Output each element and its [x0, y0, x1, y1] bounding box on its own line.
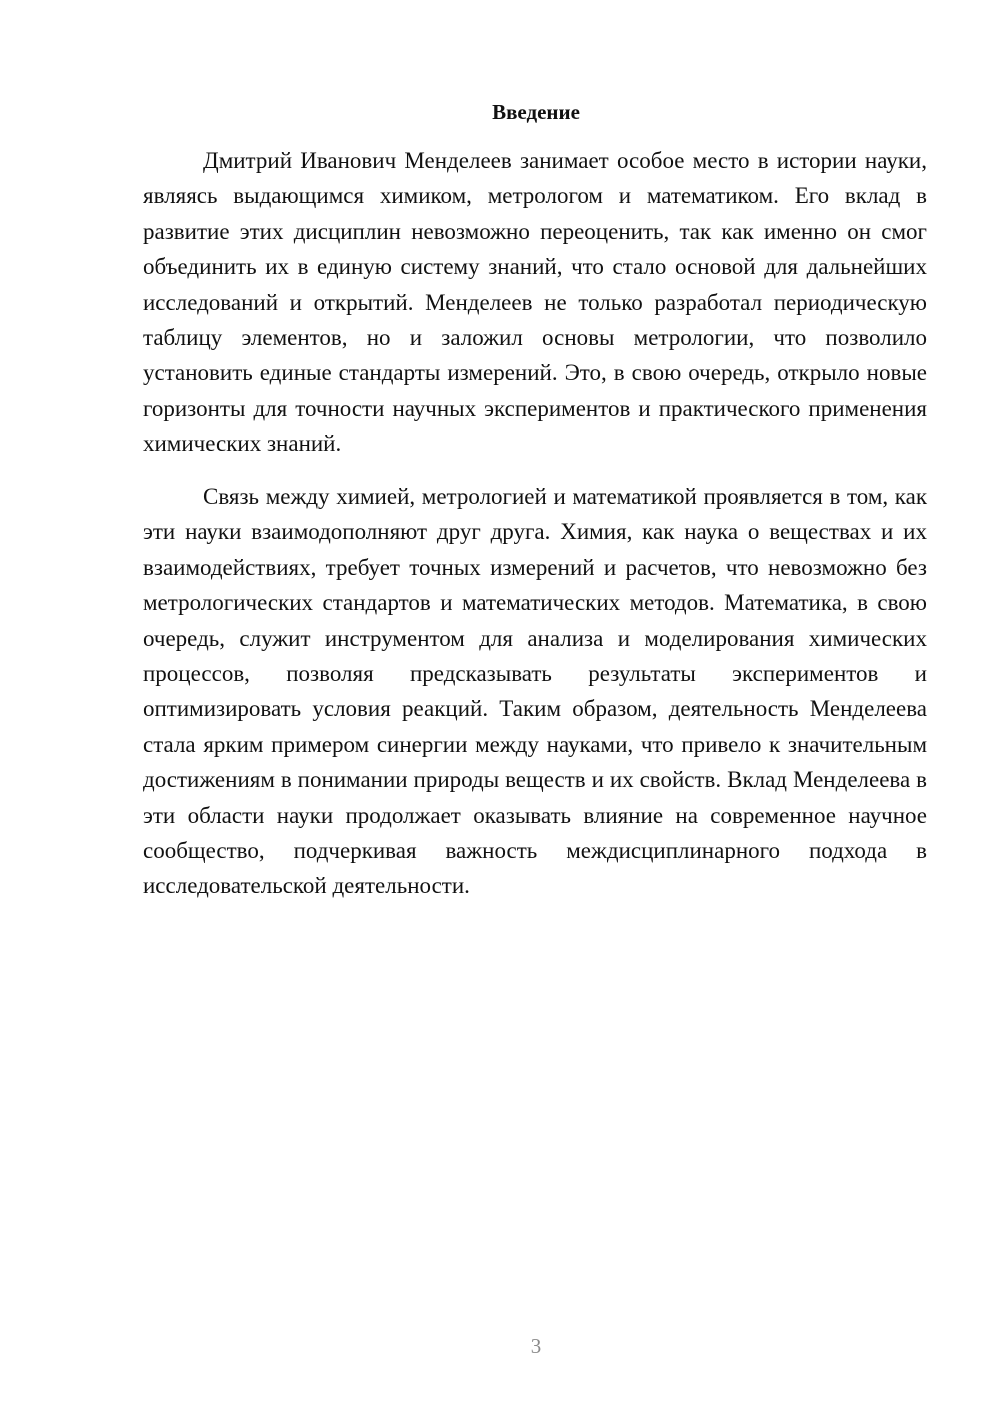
paragraph-block-1: [143, 143, 927, 462]
paragraph-1: Дмитрий Иванович Менделеев занимает особое место в истории науки, являясь выдающимся химиком, метрологом и математиком. Его вклад в развитие этих дисциплин невозможно переоценить, так как именно он смог объединить их в единую систему знаний, что стало основой для дальнейших исследований и открытий. Менделеев не только разработал периодическую таблицу элементов, но и заложил основы метрологии, что позволило установить единые стандарты измерений. Это, в свою очередь, открыло новые горизонты для точности научных экспериментов и практического применения химических знаний.: [143, 148, 927, 457]
paragraph-2: Связь между химией, метрологией и математикой проявляется в том, как эти науки взаимодополняют друг друга. Химия, как наука о веществах и их взаимодействиях, требует точных измерений и расчетов, что невозможно без метрологических стандартов и математических методов. Математика, в свою очередь, служит инструментом для анализа и моделирования химических процессов, позволяя предсказывать результаты экспериментов и оптимизировать условия реакций. Таким образом, деятельность Менделеева стала ярким примером синергии между науками, что привело к значительным достижениям в понимании природы веществ и их свойств. Вклад Менделеева в эти области науки продолжает оказывать влияние на современное научное сообщество, подчеркивая важность междисциплинарного подхода в исследовательской деятельности.: [143, 484, 927, 899]
page-number: 3: [530, 1334, 542, 1358]
section-heading: Введение: [492, 100, 580, 124]
paragraph-block-2: [143, 479, 927, 904]
